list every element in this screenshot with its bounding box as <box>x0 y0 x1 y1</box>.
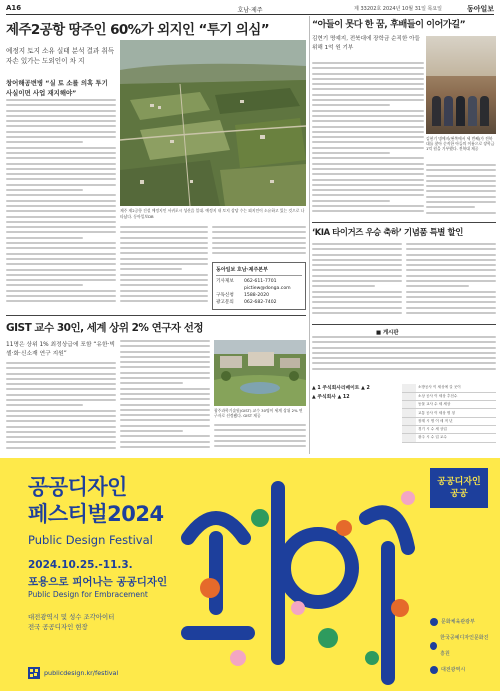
listing-notes: ▲ 1 주식회사리베이트 ▲ 2 ▲ 주식회사 ▲ 12 <box>312 386 370 400</box>
ad-url-text: publicdesign.kr/festival <box>44 669 119 677</box>
sponsor-item: 대전광역시 <box>430 662 492 678</box>
page-number: A16 <box>6 4 22 12</box>
ad-slogan-english: Public Design for Embracement <box>28 590 148 599</box>
header-rule <box>6 14 494 15</box>
ad-title: 공공디자인 페스티벌2024 <box>28 475 164 526</box>
scholarship-body-text-2 <box>426 164 496 220</box>
aerial-photo <box>120 40 306 206</box>
bureau-info-row: 광고문의 062-682-7402 <box>216 300 277 305</box>
bureau-info-box <box>212 262 306 310</box>
table-row: 소방공사 이 세상에 갈 곳이 <box>402 384 496 392</box>
bureau-info-row: pictiew@donga.com <box>244 286 291 291</box>
scholarship-headline[interactable]: “아들이 못다 한 꿈, 후배들이 이어가길” <box>312 19 466 30</box>
page-header <box>6 4 494 14</box>
bureau-info-row: 기사제보 062-611-7701 <box>216 279 277 284</box>
kia-headline[interactable]: ‘KIA 타이거즈 우승 축하’ 기념품 특별 할인 <box>312 227 463 237</box>
lead-body-text-2 <box>120 226 208 310</box>
ad-venue: 대전광역시 및 성수 조각아이터 전국 공공디자인 현장 <box>28 613 115 631</box>
article-divider <box>312 222 496 223</box>
scholarship-subheadline: 김현기 명예지, 전북대에 장학금 순직한 아들 위해 1억 원 기부 <box>312 36 420 51</box>
notice-board-title: ■ 게시판 <box>376 330 399 336</box>
aerial-photo-image <box>120 40 306 206</box>
lead-subheadline-2: 창어해공변병 “실 토 소를 의혹 투기 사실이면 사업 재지해야” <box>6 79 108 97</box>
table-row: 경기 시 수 세 상업 <box>402 425 496 433</box>
campus-photo-caption: 광주과학기술원(GIST) 교수 30명이 세계 상위 2% 연구자로 선정됐다. GIST 제공 <box>214 408 303 419</box>
sponsor-emblem-icon <box>430 666 438 674</box>
notice-board-text <box>312 336 496 378</box>
donation-photo <box>426 36 496 134</box>
kia-body-text-2 <box>406 243 496 319</box>
bureau-info-row: 구독신청 1588-2020 <box>216 293 270 298</box>
donation-photo-caption: 김현기 명예지(왼쪽에서 세 번째)가 전북대를 찾아 순직한 아들의 이름으로 장학금 1억 원을 기부했다. 전북대 제공 <box>426 136 495 152</box>
ad-title-english: Public Design Festival <box>28 533 153 547</box>
section-name: 호남·제주 <box>237 7 263 14</box>
table-row: 교통 공사 이 세상 명 칭 <box>402 409 496 417</box>
ad-date: 2024.10.25.-11.3. <box>28 559 133 571</box>
lead-subheadline: 예정지 토지 소유 실태 분석 결과 취득 자손 있가는 도외인이 차 지 <box>6 47 115 65</box>
festival-logo: 공공디자인 공공 <box>430 468 488 508</box>
ad-slogan: 포용으로 피어나는 공공디자인 <box>28 576 168 588</box>
column-divider <box>309 16 310 454</box>
kia-body-text <box>312 243 402 319</box>
campus-photo <box>214 340 306 406</box>
table-row: 동물 교사 수 세 세상 <box>402 401 496 409</box>
ad-url[interactable] <box>28 667 118 679</box>
lead-body-text-3 <box>212 226 306 258</box>
aerial-photo-caption: 제주 제2공항 건설 예정지인 서귀포시 성산읍 일대. 예정지 내 토지 상당 수는 외지인이 소유하고 있는 것으로 나타났다. 동아일보DB <box>120 208 305 219</box>
qr-code-icon <box>28 667 40 679</box>
gist-body-text <box>6 362 116 454</box>
sponsor-emblem-icon <box>430 618 438 626</box>
gist-body-text-2 <box>120 340 210 454</box>
bureau-info-title: 동아일보 호남·제주본부 <box>216 266 302 276</box>
listing-table <box>402 384 496 443</box>
lead-body-text <box>6 99 116 309</box>
newspaper-brand: 동아일보 <box>466 5 494 13</box>
ad-key-visual <box>168 458 428 691</box>
sponsor-item: 문화체육관광부 <box>430 614 492 630</box>
sponsor-emblem-icon <box>430 642 437 650</box>
issue-meta: 제 33202호 2024년 10월 31일 목요일 <box>354 6 442 12</box>
table-row: 소상 공사 이 세상 추천수 <box>402 392 496 400</box>
festival-advertisement[interactable] <box>0 458 500 691</box>
lead-headline[interactable]: 제주2공항 땅주인 60%가 외지인 “투기 의심” <box>6 22 269 38</box>
article-divider <box>6 315 306 316</box>
gist-headline[interactable]: GIST 교수 30인, 세계 상위 2% 연구자 선정 <box>6 322 203 334</box>
lower-right-listing <box>312 384 496 452</box>
table-row: 장계 시 명 이 세 적 년 <box>402 417 496 425</box>
campus-photo-image <box>214 340 306 406</box>
article-divider <box>312 324 496 325</box>
scholarship-body-text <box>312 62 424 220</box>
gist-subheadline: 11명은 상위 1% 최정상급에 포함 “유한·빅셀·화·신소재 연구 지원” <box>6 342 116 357</box>
table-row: 광주 시 수 업 교수 <box>402 434 496 442</box>
ad-sponsors <box>430 614 492 678</box>
gist-body-text-3 <box>214 424 306 454</box>
sponsor-item: 한국공예디자인문화진흥원 <box>430 630 492 662</box>
